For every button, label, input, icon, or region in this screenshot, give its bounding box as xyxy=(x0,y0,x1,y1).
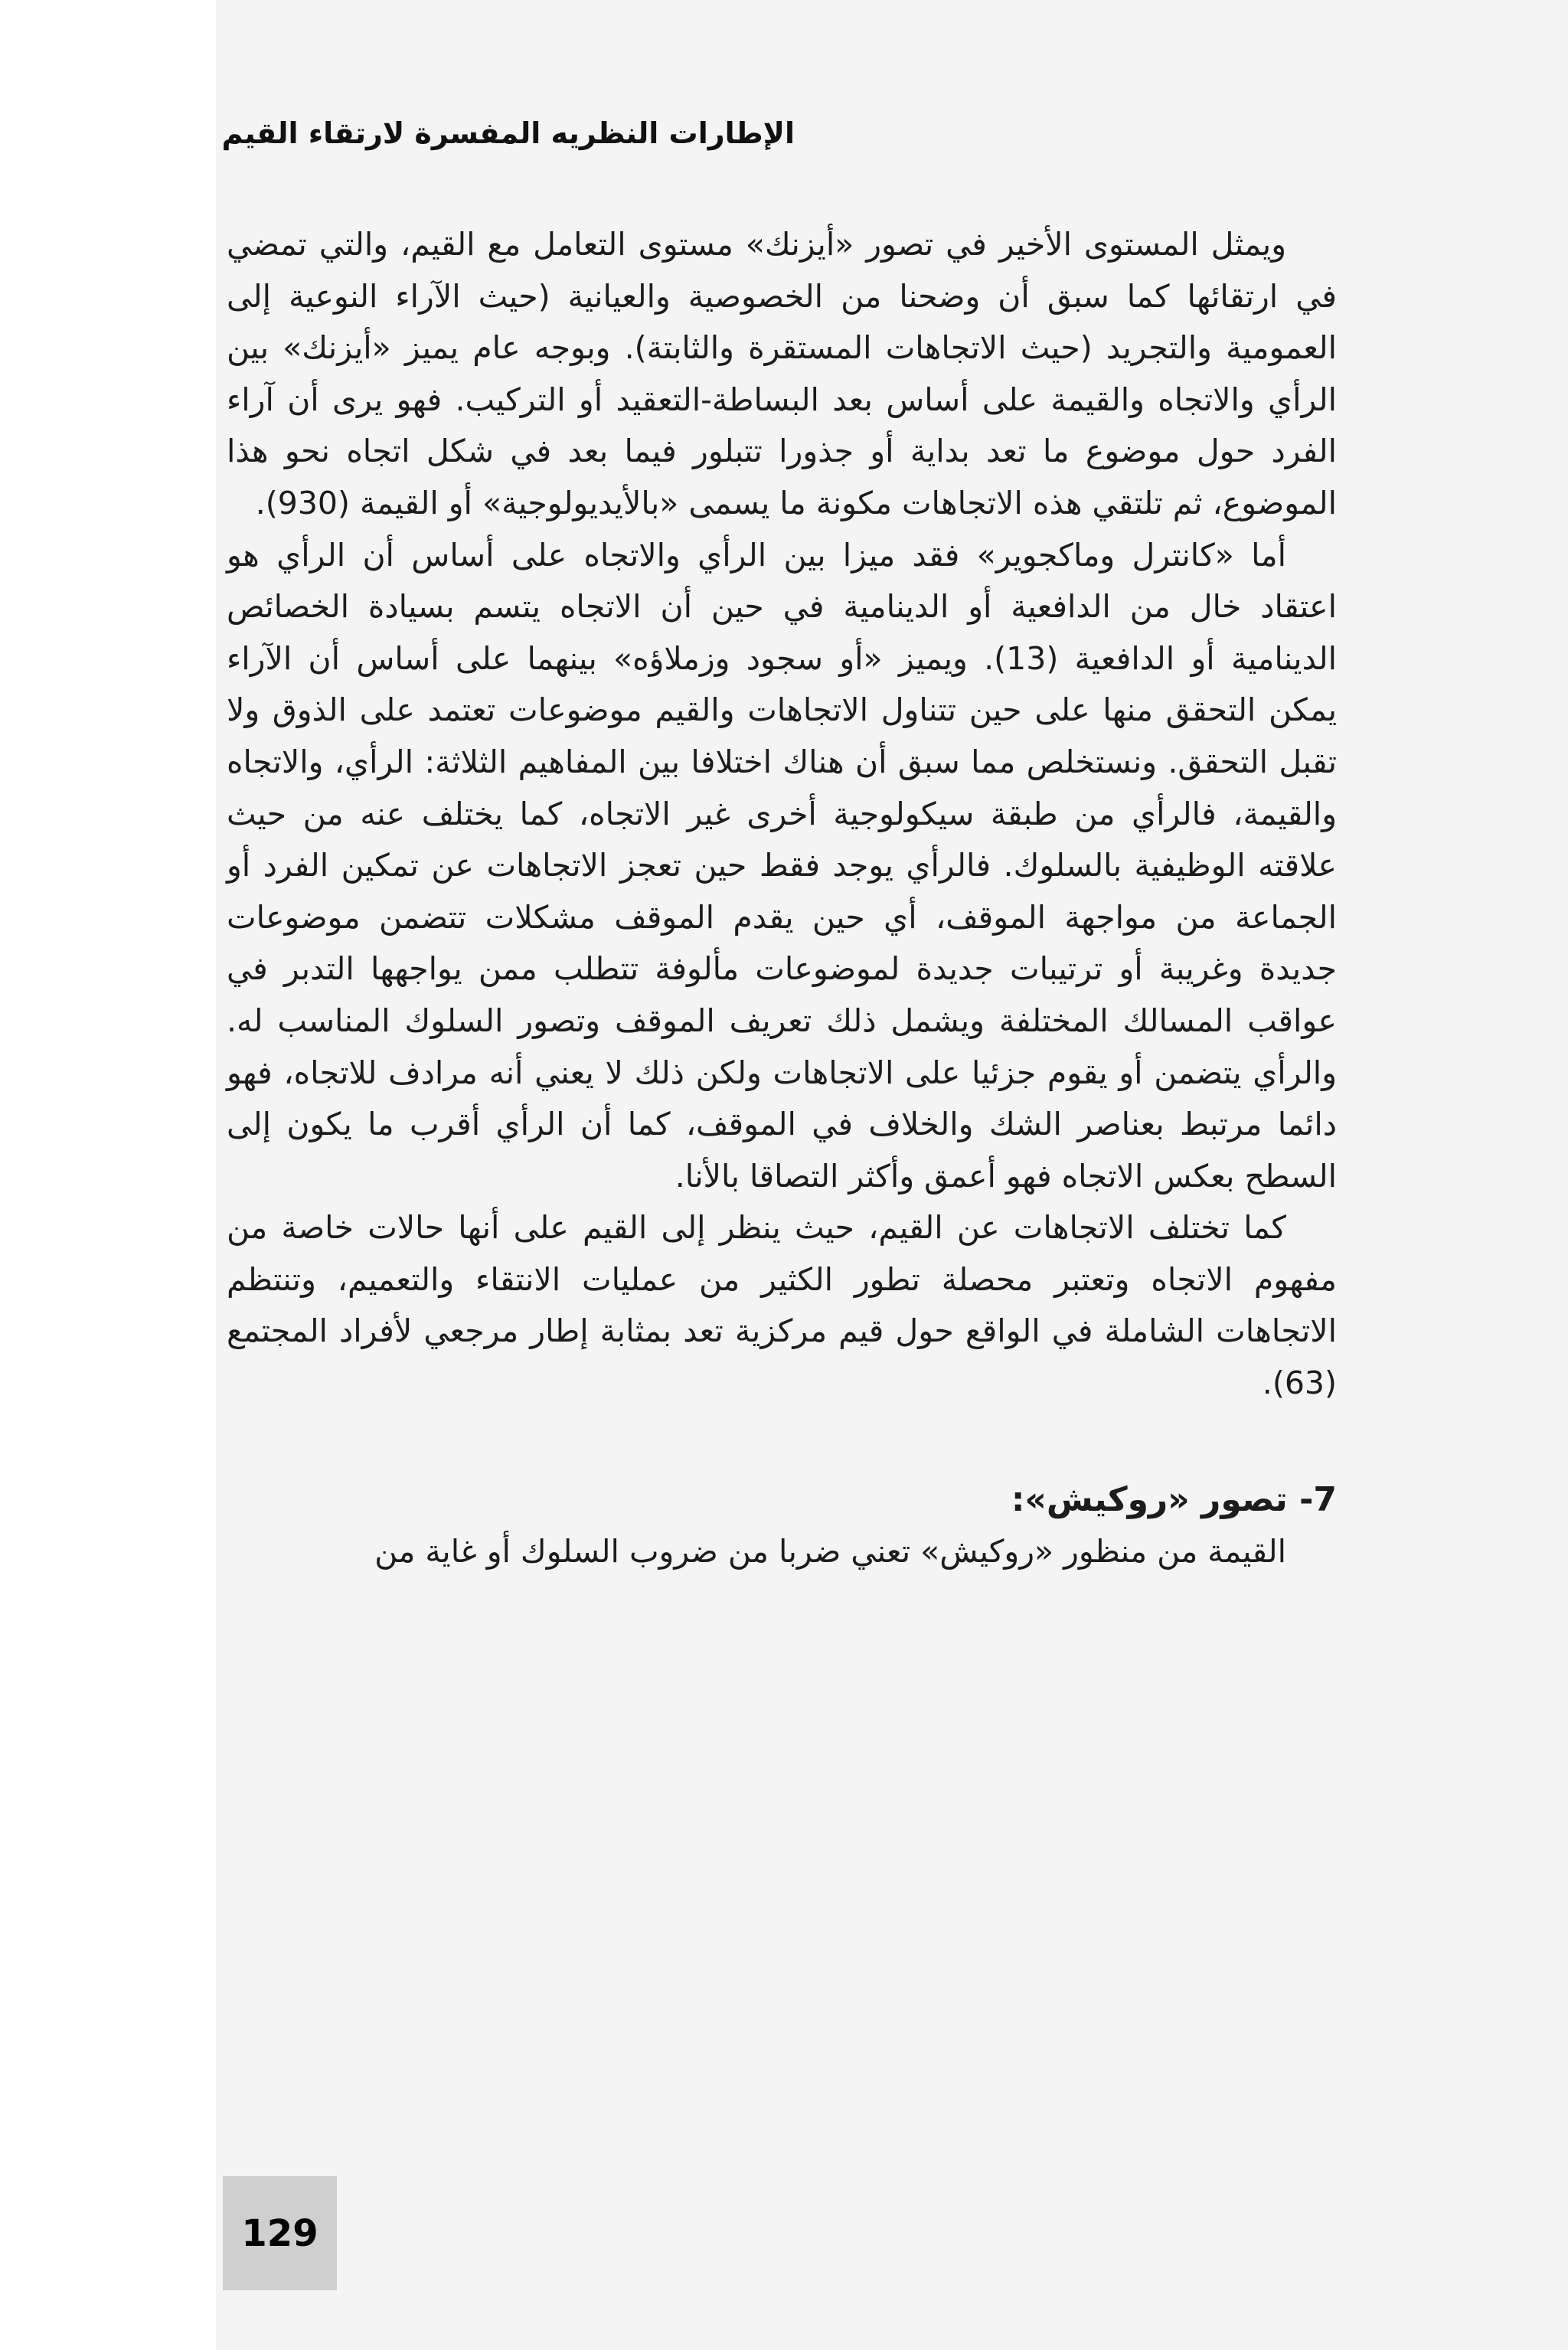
page-body xyxy=(227,219,1337,1577)
page-number: 129 xyxy=(241,2211,318,2255)
running-header: الإطارات النظريه المفسرة لارتقاء القيم xyxy=(221,116,795,150)
paragraph-eysenck: ويمثل المستوى الأخير في تصور «أيزنك» مستوى التعامل مع القيم، والتي تمضي في ارتقائها كما سبق أن وضحنا من الخصوصية والعيانية (حيث الآراء النوعية إلى العمومية والتجريد (حيث الاتجاهات المستقرة والثابتة). وبوجه عام يميز «أيزنك» بين الرأي والاتجاه والقيمة على أساس بعد البساطة-التعقيد أو التركيب. فهو يرى أن آراء الفرد حول موضوع ما تعد بداية أو جذورا تتبلور فيما بعد في شكل اتجاه نحو هذا الموضوع، ثم تلتقي هذه الاتجاهات مكونة ما يسمى «بالأيديولوجية» أو القيمة (930). xyxy=(227,226,1337,521)
page-margin xyxy=(0,0,216,2350)
paragraph-attitudes-values: كما تختلف الاتجاهات عن القيم، حيث ينظر إلى القيم على أنها حالات خاصة من مفهوم الاتجاه وتعتبر محصلة تطور الكثير من عمليات الانتقاء والتعميم، وتنتظم الاتجاهات الشاملة في الواقع حول قيم مركزية تعد بمثابة إطار مرجعي لأفراد المجتمع (63). xyxy=(227,1209,1337,1402)
paragraph-rokeach: القيمة من منظور «روكيش» تعني ضربا من ضروب السلوك أو غاية من xyxy=(374,1532,1286,1570)
section-heading-rokeach: 7- تصور «روكيش»: xyxy=(1011,1479,1337,1519)
page-number-box xyxy=(223,2176,337,2290)
paragraph-cantril-mcguire: أما «كانترل وماكجوير» فقد ميزا بين الرأي والاتجاه على أساس أن الرأي هو اعتقاد خال من الدافعية أو الدينامية في حين أن الاتجاه يتسم بسيادة الخصائص الدينامية أو الدافعية (13). ويميز «أو سجود وزملاؤه» بينهما على أساس أن الآراء يمكن التحقق منها على حين تتناول الاتجاهات والقيم موضوعات تعتمد على الذوق ولا تقبل التحقق. ونستخلص مما سبق أن هناك اختلافا بين المفاهيم الثلاثة: الرأي، والاتجاه والقيمة، فالرأي من طبقة سيكولوجية أخرى غير الاتجاه، كما يختلف عنه من حيث علاقته الوظيفية بالسلوك. فالرأي يوجد فقط حين تعجز الاتجاهات عن تمكين الفرد أو الجماعة من مواجهة الموقف، أي حين يقدم الموقف مشكلات تتضمن موضوعات جديدة وغريبة أو ترتيبات جديدة لموضوعات مألوفة تتطلب ممن يواجهها التدبر في عواقب المسالك المختلفة ويشمل ذلك تعريف الموقف وتصور السلوك المناسب له. والرأي يتضمن أو يقوم جزئيا على الاتجاهات ولكن ذلك لا يعني أنه مرادف للاتجاه، فهو دائما مرتبط بعناصر الشك والخلاف في الموقف، كما أن الرأي أقرب ما يكون إلى السطح بعكس الاتجاه فهو أعمق وأكثر التصاقا بالأنا. xyxy=(227,536,1337,1195)
